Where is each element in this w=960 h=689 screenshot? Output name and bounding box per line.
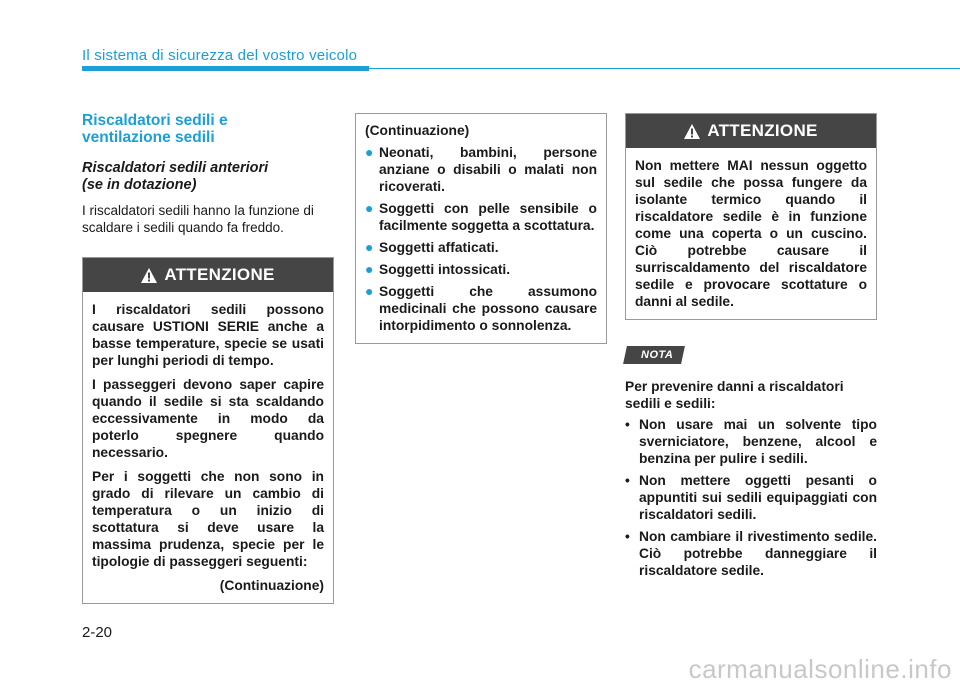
bullet-dot-icon: ● (365, 283, 374, 299)
subsection-title (82, 160, 334, 194)
list-item-text: Non cambiare il rivestimento sedile. Ciò potrebbe danneggiare il riscaldatore sedile. (639, 529, 877, 578)
bullet-dot-icon: ● (365, 200, 374, 216)
continuation-header: (Continuazione) (365, 123, 470, 138)
note-badge (623, 346, 685, 364)
list-item (365, 200, 597, 234)
list-item (625, 528, 877, 579)
note-label: NOTA (641, 349, 674, 361)
bullet-dot-icon: ● (365, 144, 374, 160)
section-title (82, 112, 334, 146)
list-item (365, 283, 597, 334)
note-list (625, 416, 877, 579)
list-item-text: Non mettere oggetti pesanti o appuntiti sui sedili equipaggiati con riscaldatori sedili. (639, 473, 877, 522)
column-middle (355, 113, 607, 344)
list-item (625, 416, 877, 467)
warning-box-insulation (625, 113, 877, 320)
list-item-text: Soggetti che assumono medicinali che possono causare intorpidimento o sonnolenza. (379, 284, 597, 333)
running-header: Il sistema di sicurezza del vostro veicolo (82, 47, 358, 64)
bullet-dot-icon: • (625, 529, 630, 544)
section-title-line: ventilazione sedili (82, 129, 215, 146)
warning-box-heating (82, 257, 334, 604)
list-item (365, 261, 597, 278)
warning-header (83, 258, 333, 292)
watermark: carmanualsonline.info (688, 654, 952, 684)
warning-label: ATTENZIONE (164, 265, 275, 284)
sensitive-subjects-list (365, 144, 597, 334)
bullet-dot-icon: ● (365, 239, 374, 255)
warning-triangle-icon (684, 124, 700, 139)
warning-body (83, 292, 333, 603)
bullet-dot-icon: • (625, 473, 630, 488)
list-item (625, 472, 877, 523)
section-title-line: Riscaldatori sedili e (82, 112, 228, 129)
list-item-text: Non usare mai un solvente tipo sverniciatore, benzene, alcool e benzina per pulire i sedili. (639, 417, 877, 466)
warning-triangle-icon (141, 268, 157, 283)
list-item-text: Neonati, bambini, persone anziane o disabili o malati non ricoverati. (379, 145, 597, 194)
continued-label: (Continuazione) (219, 578, 324, 593)
list-item-text: Soggetti con pelle sensibile o facilmente soggetta a scottatura. (379, 201, 597, 233)
header-rule (369, 68, 960, 69)
list-item (365, 144, 597, 195)
continuation-box (355, 113, 607, 344)
column-right (625, 113, 877, 584)
warning-paragraph: I riscaldatori sedili possono causare USTIONI SERIE anche a basse temperature, specie se usati per lunghi periodi di tempo. (92, 302, 324, 368)
continuation-body (356, 114, 606, 343)
subsection-title-line: (se in dotazione) (82, 177, 197, 193)
warning-header (626, 114, 876, 148)
note-intro: Per prevenire danni a riscaldatori sedili e sedili: (625, 379, 844, 411)
bullet-dot-icon: ● (365, 261, 374, 277)
intro-paragraph: I riscaldatori sedili hanno la funzione di scaldare i sedili quando fa freddo. (82, 203, 314, 235)
page-number: 2-20 (82, 624, 113, 641)
warning-body (626, 148, 876, 319)
bullet-dot-icon: • (625, 417, 630, 432)
list-item (365, 239, 597, 256)
warning-paragraph: Non mettere MAI nessun oggetto sul sedile che possa fungere da isolante termico quando il riscaldatore sedile è in funzione come una coperta o un cuscino. Ciò potrebbe causare il surriscaldamento del riscaldatore sedile e provocare scottature o danni al sedile. (635, 158, 867, 309)
warning-paragraph: I passeggeri devono saper capire quando il sedile si sta scaldando eccessivamente in modo da poterlo spegnere quando necessario. (92, 377, 324, 460)
list-item-text: Soggetti intossicati. (379, 262, 511, 277)
header-accent-bar (82, 66, 369, 71)
list-item-text: Soggetti affaticati. (379, 240, 499, 255)
warning-label: ATTENZIONE (707, 121, 818, 140)
warning-paragraph: Per i soggetti che non sono in grado di rilevare un cambio di temperatura o un inizio di scottatura si deve usare la massima prudenza, specie per le tipologie di passeggeri seguenti: (92, 469, 324, 569)
subsection-title-line: Riscaldatori sedili anteriori (82, 160, 269, 176)
column-left (82, 112, 334, 604)
